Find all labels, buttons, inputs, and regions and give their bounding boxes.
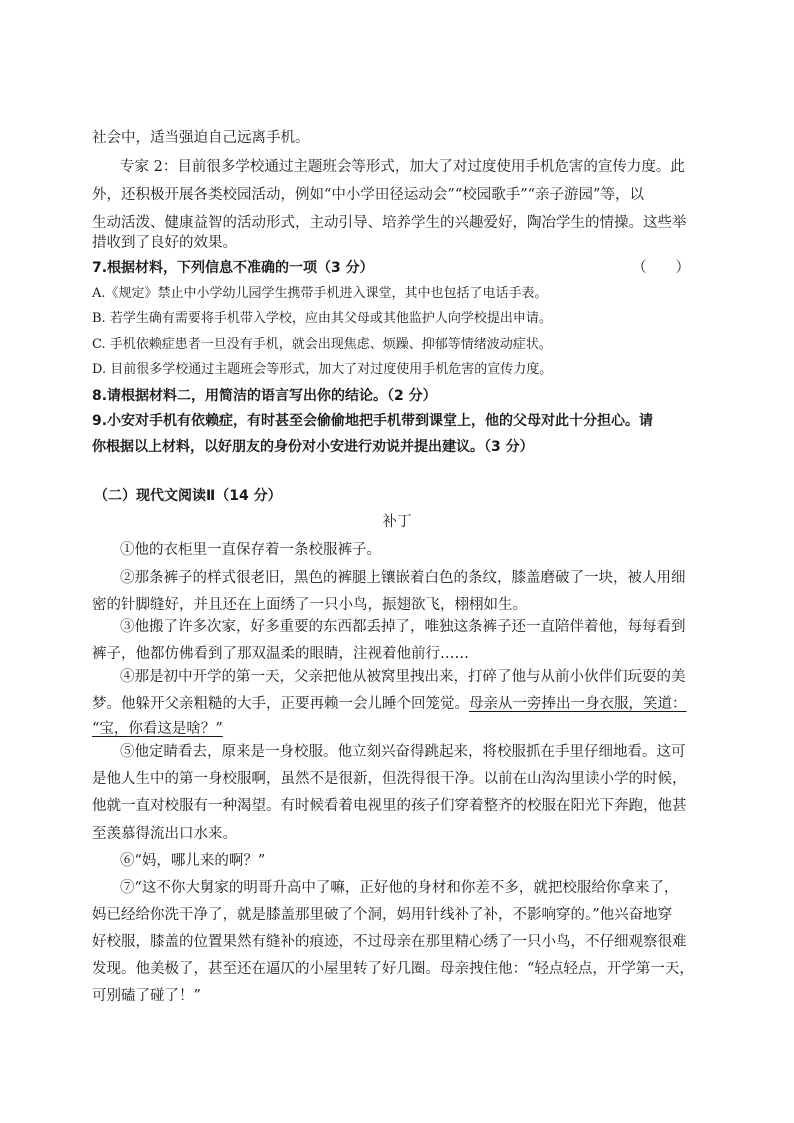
option-b: B. 若学生确有需要将手机带入学校，应由其父母或其他监护人向学校提出申请。 (92, 311, 552, 326)
paragraph-4-line-3 (92, 719, 223, 739)
paragraph-4-underlined-text: 母亲从一旁捧出一身衣服，笑道： (469, 696, 687, 712)
section-2-heading: （二）现代文阅读Ⅱ（14 分） (94, 488, 282, 504)
option-c: C. 手机依赖症患者一旦没有手机，就会出现焦虑、烦躁、抑郁等情绪波动症状。 (92, 337, 552, 352)
article-title: 补丁 (382, 514, 412, 530)
question-9-line-2: 你根据以上材料，以好朋友的身份对小安进行劝说并提出建议。（3 分） (92, 439, 534, 455)
expert2-line-2: 外，还积极开展各类校园活动，例如“中小学田径运动会”“校园歌手”“亲子游园”等，以 (92, 187, 644, 203)
question-9-line-1: 9.小安对手机有依赖症，有时甚至会偷偷地把手机带到课堂上，他的父母对此十分担心。请 (92, 413, 654, 429)
paragraph-7-line-1: ⑦“这不你大舅家的明哥升高中了嘛，正好他的身材和你差不多，就把校服给你拿来了， (120, 880, 679, 896)
expert2-line-3: 生动活泼、健康益智的活动形式，主动引导、培养学生的兴趣爱好，陶冶学生的情操。这些举 (92, 215, 687, 231)
paragraph-4-underlined-quote: “宝，你看这是啥？” (92, 721, 223, 737)
paragraph-3-line-1: ③他搬了许多次家，好多重要的东西都丢掉了，唯独这条裤子还一直陪伴着他，每每看到 (120, 619, 686, 635)
paragraph-3-line-2: 裤子，他都仿佛看到了那双温柔的眼睛，注视着他前行…… (92, 646, 469, 662)
paragraph-7-line-5: 可别磕了碰了！” (92, 988, 201, 1004)
expert2-line-4: 措收到了良好的效果。 (92, 235, 237, 251)
paragraph-5-line-3: 他就一直对校服有一种渴望。有时候看着电视里的孩子们穿着整齐的校服在阳光下奔跑，他甚 (92, 798, 687, 814)
paragraph-7-line-3: 好校服，膝盖的位置果然有缝补的痕迹，不过母亲在那里精心绣了一只小鸟，不仔细观察很难 (92, 934, 687, 950)
paragraph-4-line-2 (92, 694, 687, 714)
paragraph-1: ①他的衣柜里一直保存着一条校服裤子。 (120, 542, 381, 558)
paragraph-5-line-4: 至羡慕得流出口水来。 (92, 826, 237, 842)
question-7-answer-bracket[interactable]: （ ） (632, 260, 690, 276)
paragraph-4-plain-text: 梦。他躲开父亲粗糙的大手，正要再赖一会儿睡个回笼觉。 (92, 696, 469, 712)
question-8: 8.请根据材料二，用简洁的语言写出你的结论。（2 分） (92, 388, 437, 404)
paragraph-5-line-1: ⑤他定睛看去，原来是一身校服。他立刻兴奋得跳起来，将校服抓在手里仔细地看。这可 (120, 744, 686, 760)
option-d: D. 目前很多学校通过主题班会等形式，加大了对过度使用手机危害的宣传力度。 (92, 362, 553, 377)
question-7-stem: 7.根据材料，下列信息不准确的一项（3 分） (92, 260, 374, 276)
paragraph-7-line-2: 妈已经给你洗干净了，就是膝盖那里破了个洞，妈用针线补了补，不影响穿的。”他兴奋地穿 (92, 907, 673, 923)
paragraph-2-line-1: ②那条裤子的样式很老旧，黑色的裤腿上镶嵌着白色的条纹，膝盖磨破了一块，被人用细 (120, 570, 686, 586)
paragraph-2-line-2: 密的针脚缝好，并且还在上面绣了一只小鸟，振翅欲飞，栩栩如生。 (92, 597, 527, 613)
paragraph-7-line-4: 发现。他美极了，甚至还在逼仄的小屋里转了好几圈。母亲拽住他：“轻点轻点，开学第一天， (92, 961, 694, 977)
option-a: A.《规定》禁止中小学幼儿园学生携带手机进入课堂，其中也包括了电话手表。 (92, 286, 548, 301)
material-continued-line: 社会中，适当强迫自己远离手机。 (92, 130, 310, 146)
expert2-line-1: 专家 2：目前很多学校通过主题班会等形式，加大了对过度使用手机危害的宣传力度。此 (120, 159, 685, 175)
paragraph-5-line-2: 是他人生中的第一身校服啊，虽然不是很新，但洗得很干净。以前在山沟沟里读小学的时候， (92, 771, 687, 787)
paragraph-4-line-1: ④那是初中开学的第一天，父亲把他从被窝里拽出来，打碎了他与从前小伙伴们玩耍的美 (120, 669, 686, 685)
paragraph-6: ⑥“妈，哪儿来的啊？” (120, 853, 266, 869)
